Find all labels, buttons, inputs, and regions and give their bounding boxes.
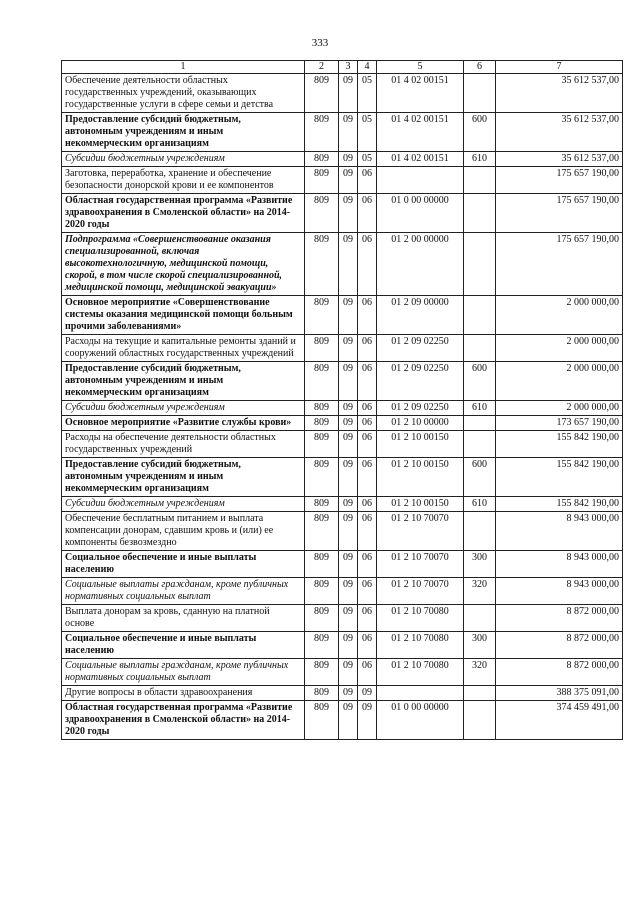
expense-type-cell: 300: [464, 551, 496, 578]
section-code-cell: 09: [339, 401, 358, 416]
expense-type-cell: 300: [464, 632, 496, 659]
row-name-cell: Социальные выплаты гражданам, кроме публичных нормативных социальных выплат: [62, 659, 305, 686]
expense-type-cell: 320: [464, 578, 496, 605]
target-article-cell: 01 2 10 00150: [377, 431, 464, 458]
target-article-cell: 01 2 10 70070: [377, 578, 464, 605]
table-row: [62, 458, 623, 497]
subsection-code-cell: 06: [358, 362, 377, 401]
target-article-cell: 01 2 10 00150: [377, 458, 464, 497]
subsection-code-cell: 09: [358, 686, 377, 701]
table-row: [62, 194, 623, 233]
subsection-code-cell: 06: [358, 497, 377, 512]
section-code-cell: 09: [339, 512, 358, 551]
target-article-cell: 01 4 02 00151: [377, 74, 464, 113]
section-code-cell: 09: [339, 167, 358, 194]
header-cell: 5: [377, 61, 464, 74]
table-row: [62, 74, 623, 113]
section-code-cell: 09: [339, 701, 358, 740]
amount-cell: 8 872 000,00: [496, 632, 623, 659]
row-name-cell: Субсидии бюджетным учреждениям: [62, 152, 305, 167]
amount-cell: 8 943 000,00: [496, 512, 623, 551]
ministry-code-cell: 809: [305, 296, 339, 335]
subsection-code-cell: 06: [358, 194, 377, 233]
target-article-cell: 01 2 10 70080: [377, 632, 464, 659]
page-number: 333: [311, 37, 329, 49]
ministry-code-cell: 809: [305, 578, 339, 605]
row-name-cell: Обеспечение бесплатным питанием и выплата компенсации донорам, сдавшим кровь и (или) ее компоненты безвозмездно: [62, 512, 305, 551]
amount-cell: 2 000 000,00: [496, 335, 623, 362]
subsection-code-cell: 05: [358, 152, 377, 167]
amount-cell: 35 612 537,00: [496, 74, 623, 113]
expense-type-cell: [464, 167, 496, 194]
expense-type-cell: 320: [464, 659, 496, 686]
section-code-cell: 09: [339, 458, 358, 497]
table-row: [62, 152, 623, 167]
amount-cell: 388 375 091,00: [496, 686, 623, 701]
row-name-cell: Социальные выплаты гражданам, кроме публичных нормативных социальных выплат: [62, 578, 305, 605]
table-row: [62, 686, 623, 701]
expense-type-cell: [464, 335, 496, 362]
expense-type-cell: [464, 512, 496, 551]
amount-cell: 155 842 190,00: [496, 458, 623, 497]
subsection-code-cell: 06: [358, 296, 377, 335]
row-name-cell: Областная государственная программа «Развитие здравоохранения в Смоленской области» на 2014-2020 годы: [62, 194, 305, 233]
subsection-code-cell: 06: [358, 335, 377, 362]
amount-cell: 175 657 190,00: [496, 233, 623, 296]
target-article-cell: 01 2 10 70070: [377, 551, 464, 578]
row-name-cell: Предоставление субсидий бюджетным, автономным учреждениям и иным некоммерческим организациям: [62, 362, 305, 401]
row-name-cell: Другие вопросы в области здравоохранения: [62, 686, 305, 701]
row-name-cell: Подпрограмма «Совершенствование оказания специализированной, включая высокотехнологичную, медицинской помощи, скорой, в том числе скорой специализированной, медицинской помощи, медицинской эвакуации»: [62, 233, 305, 296]
ministry-code-cell: 809: [305, 551, 339, 578]
target-article-cell: [377, 686, 464, 701]
table-row: [62, 632, 623, 659]
header-cell: 7: [496, 61, 623, 74]
subsection-code-cell: 06: [358, 551, 377, 578]
expense-type-cell: [464, 296, 496, 335]
amount-cell: 175 657 190,00: [496, 167, 623, 194]
target-article-cell: 01 2 00 00000: [377, 233, 464, 296]
table-row: [62, 701, 623, 740]
target-article-cell: 01 2 09 02250: [377, 401, 464, 416]
amount-cell: 8 872 000,00: [496, 605, 623, 632]
target-article-cell: 01 2 09 02250: [377, 335, 464, 362]
amount-cell: 35 612 537,00: [496, 113, 623, 152]
section-code-cell: 09: [339, 686, 358, 701]
row-name-cell: Заготовка, переработка, хранение и обеспечение безопасности донорской крови и ее компонентов: [62, 167, 305, 194]
table-row: [62, 605, 623, 632]
budget-table: [61, 60, 623, 740]
section-code-cell: 09: [339, 113, 358, 152]
subsection-code-cell: 06: [358, 458, 377, 497]
target-article-cell: 01 2 10 00150: [377, 497, 464, 512]
expense-type-cell: [464, 74, 496, 113]
target-article-cell: 01 4 02 00151: [377, 152, 464, 167]
table-row: [62, 362, 623, 401]
subsection-code-cell: 05: [358, 113, 377, 152]
section-code-cell: 09: [339, 497, 358, 512]
ministry-code-cell: 809: [305, 431, 339, 458]
table-row: [62, 659, 623, 686]
subsection-code-cell: 06: [358, 605, 377, 632]
target-article-cell: 01 2 10 70080: [377, 659, 464, 686]
target-article-cell: 01 2 09 00000: [377, 296, 464, 335]
table-row: [62, 113, 623, 152]
expense-type-cell: 600: [464, 362, 496, 401]
expense-type-cell: [464, 233, 496, 296]
subsection-code-cell: 06: [358, 401, 377, 416]
ministry-code-cell: 809: [305, 401, 339, 416]
target-article-cell: 01 2 10 70070: [377, 512, 464, 551]
table-row: [62, 497, 623, 512]
section-code-cell: 09: [339, 362, 358, 401]
subsection-code-cell: 09: [358, 701, 377, 740]
subsection-code-cell: 06: [358, 578, 377, 605]
expense-type-cell: [464, 701, 496, 740]
target-article-cell: 01 0 00 00000: [377, 194, 464, 233]
ministry-code-cell: 809: [305, 113, 339, 152]
ministry-code-cell: 809: [305, 701, 339, 740]
ministry-code-cell: 809: [305, 167, 339, 194]
table-row: [62, 416, 623, 431]
expense-type-cell: [464, 431, 496, 458]
ministry-code-cell: 809: [305, 632, 339, 659]
target-article-cell: 01 0 00 00000: [377, 701, 464, 740]
ministry-code-cell: 809: [305, 362, 339, 401]
ministry-code-cell: 809: [305, 194, 339, 233]
section-code-cell: 09: [339, 416, 358, 431]
ministry-code-cell: 809: [305, 152, 339, 167]
row-name-cell: Обеспечение деятельности областных государственных учреждений, оказывающих государственные услуги в сфере семьи и детства: [62, 74, 305, 113]
table-row: [62, 296, 623, 335]
section-code-cell: 09: [339, 659, 358, 686]
table-row: [62, 431, 623, 458]
subsection-code-cell: 05: [358, 74, 377, 113]
section-code-cell: 09: [339, 605, 358, 632]
row-name-cell: Расходы на текущие и капитальные ремонты зданий и сооружений областных государственных учреждений: [62, 335, 305, 362]
ministry-code-cell: 809: [305, 497, 339, 512]
header-cell: 3: [339, 61, 358, 74]
ministry-code-cell: 809: [305, 233, 339, 296]
table-row: [62, 401, 623, 416]
ministry-code-cell: 809: [305, 458, 339, 497]
subsection-code-cell: 06: [358, 659, 377, 686]
subsection-code-cell: 06: [358, 512, 377, 551]
expense-type-cell: [464, 686, 496, 701]
target-article-cell: 01 4 02 00151: [377, 113, 464, 152]
expense-type-cell: 610: [464, 401, 496, 416]
target-article-cell: 01 2 09 02250: [377, 362, 464, 401]
header-cell: 1: [62, 61, 305, 74]
section-code-cell: 09: [339, 233, 358, 296]
section-code-cell: 09: [339, 152, 358, 167]
subsection-code-cell: 06: [358, 416, 377, 431]
amount-cell: 374 459 491,00: [496, 701, 623, 740]
amount-cell: 8 943 000,00: [496, 578, 623, 605]
header-cell: 6: [464, 61, 496, 74]
row-name-cell: Основное мероприятие «Развитие службы крови»: [62, 416, 305, 431]
amount-cell: 8 872 000,00: [496, 659, 623, 686]
subsection-code-cell: 06: [358, 632, 377, 659]
target-article-cell: 01 2 10 70080: [377, 605, 464, 632]
table-row: [62, 512, 623, 551]
row-name-cell: Основное мероприятие «Совершенствование системы оказания медицинской помощи больным прочими заболеваниями»: [62, 296, 305, 335]
amount-cell: 2 000 000,00: [496, 362, 623, 401]
row-name-cell: Социальное обеспечение и иные выплаты населению: [62, 632, 305, 659]
amount-cell: 2 000 000,00: [496, 401, 623, 416]
section-code-cell: 09: [339, 335, 358, 362]
ministry-code-cell: 809: [305, 659, 339, 686]
section-code-cell: 09: [339, 578, 358, 605]
section-code-cell: 09: [339, 296, 358, 335]
ministry-code-cell: 809: [305, 74, 339, 113]
section-code-cell: 09: [339, 551, 358, 578]
row-name-cell: Субсидии бюджетным учреждениям: [62, 401, 305, 416]
amount-cell: 175 657 190,00: [496, 194, 623, 233]
expense-type-cell: 600: [464, 113, 496, 152]
row-name-cell: Субсидии бюджетным учреждениям: [62, 497, 305, 512]
subsection-code-cell: 06: [358, 431, 377, 458]
header-cell: 4: [358, 61, 377, 74]
section-code-cell: 09: [339, 74, 358, 113]
table-row: [62, 335, 623, 362]
row-name-cell: Выплата донорам за кровь, сданную на платной основе: [62, 605, 305, 632]
expense-type-cell: 610: [464, 497, 496, 512]
expense-type-cell: [464, 416, 496, 431]
section-code-cell: 09: [339, 431, 358, 458]
header-row: [62, 61, 623, 74]
subsection-code-cell: 06: [358, 167, 377, 194]
ministry-code-cell: 809: [305, 335, 339, 362]
row-name-cell: Предоставление субсидий бюджетным, автономным учреждениям и иным некоммерческим организациям: [62, 458, 305, 497]
row-name-cell: Областная государственная программа «Развитие здравоохранения в Смоленской области» на 2014-2020 годы: [62, 701, 305, 740]
table-row: [62, 233, 623, 296]
amount-cell: 173 657 190,00: [496, 416, 623, 431]
row-name-cell: Предоставление субсидий бюджетным, автономным учреждениям и иным некоммерческим организациям: [62, 113, 305, 152]
target-article-cell: 01 2 10 00000: [377, 416, 464, 431]
amount-cell: 2 000 000,00: [496, 296, 623, 335]
target-article-cell: [377, 167, 464, 194]
ministry-code-cell: 809: [305, 512, 339, 551]
table-row: [62, 167, 623, 194]
row-name-cell: Социальное обеспечение и иные выплаты населению: [62, 551, 305, 578]
amount-cell: 155 842 190,00: [496, 431, 623, 458]
table-row: [62, 578, 623, 605]
section-code-cell: 09: [339, 632, 358, 659]
subsection-code-cell: 06: [358, 233, 377, 296]
expense-type-cell: 610: [464, 152, 496, 167]
ministry-code-cell: 809: [305, 686, 339, 701]
amount-cell: 8 943 000,00: [496, 551, 623, 578]
expense-type-cell: [464, 605, 496, 632]
expense-type-cell: 600: [464, 458, 496, 497]
amount-cell: 155 842 190,00: [496, 497, 623, 512]
expense-type-cell: [464, 194, 496, 233]
amount-cell: 35 612 537,00: [496, 152, 623, 167]
row-name-cell: Расходы на обеспечение деятельности областных государственных учреждений: [62, 431, 305, 458]
table-row: [62, 551, 623, 578]
section-code-cell: 09: [339, 194, 358, 233]
ministry-code-cell: 809: [305, 416, 339, 431]
ministry-code-cell: 809: [305, 605, 339, 632]
header-cell: 2: [305, 61, 339, 74]
